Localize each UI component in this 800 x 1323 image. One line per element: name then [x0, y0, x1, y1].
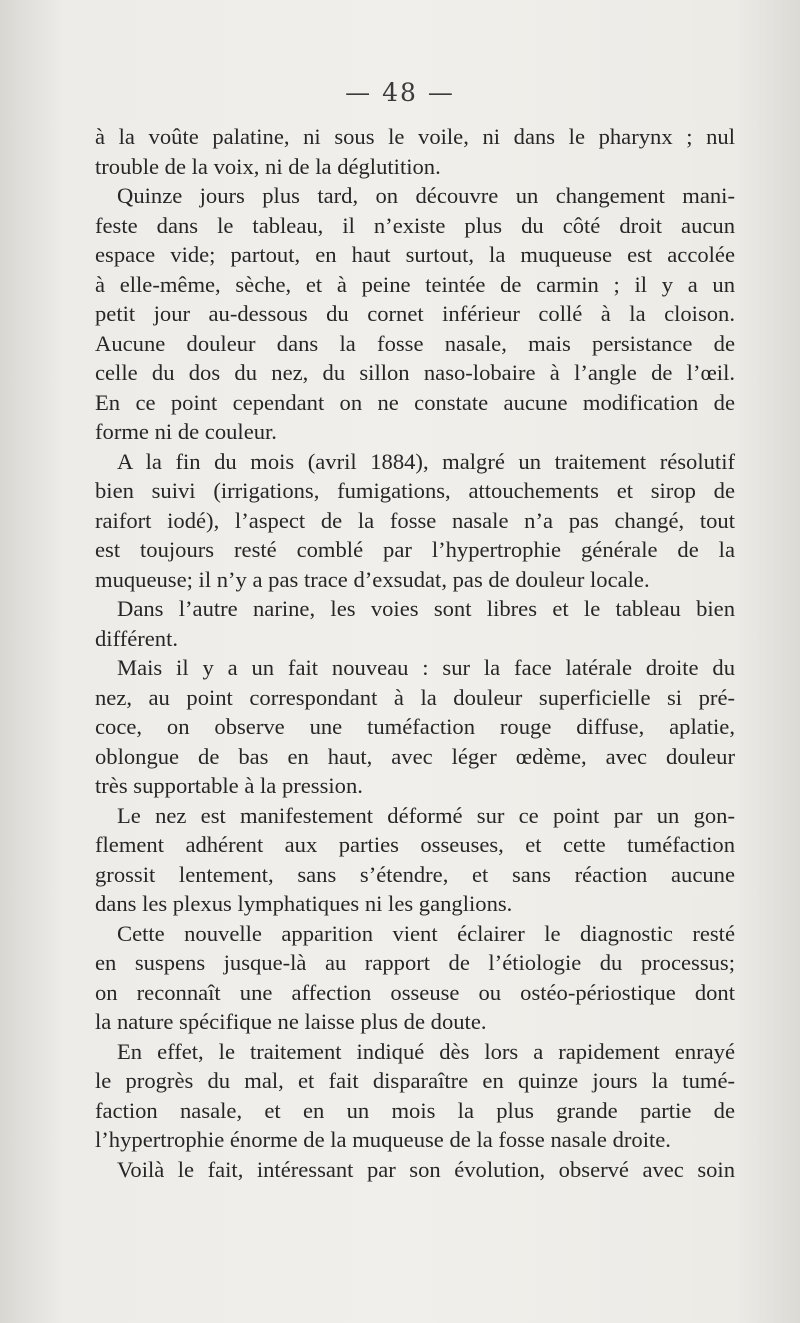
- text-line: l’hypertrophie énorme de la muqueuse de la fosse nasale droite.: [95, 1127, 671, 1152]
- text-line: flement adhérent aux parties osseuses, et cette tuméfaction: [95, 832, 735, 857]
- text-line: petit jour au-dessous du cornet inférieur collé à la cloison.: [95, 301, 735, 326]
- text-line: Aucune douleur dans la fosse nasale, mais persistance de: [95, 330, 735, 356]
- paragraph: [95, 122, 735, 181]
- text-line: forme ni de couleur.: [95, 419, 277, 444]
- paragraph: [95, 919, 735, 1037]
- text-line: en suspens jusque-là au rapport de l’étiologie du processus;: [95, 950, 735, 975]
- paragraph: [95, 594, 735, 653]
- text-line: à elle-même, sèche, et à peine teintée de carmin ; il y a un: [95, 271, 735, 297]
- text-line: coce, on observe une tuméfaction rouge diffuse, aplatie,: [95, 714, 735, 739]
- text-line: espace vide; partout, en haut surtout, la muqueuse est accolée: [95, 242, 735, 267]
- text-line: muqueuse; il n’y a pas trace d’exsudat, pas de douleur locale.: [95, 566, 650, 592]
- text-line: faction nasale, et en un mois la plus grande partie de: [95, 1097, 735, 1123]
- text-line: Le nez est manifestement déformé sur ce point par un gon-: [117, 802, 735, 828]
- text-line: Quinze jours plus tard, on découvre un changement mani-: [117, 183, 735, 208]
- text-line: Voilà le fait, intéressant par son évolution, observé avec soin: [117, 1156, 735, 1182]
- text-line: le progrès du mal, et fait disparaître en quinze jours la tumé-: [95, 1068, 735, 1093]
- text-line: à la voûte palatine, ni sous le voile, ni dans le pharynx ; nul: [95, 124, 735, 149]
- text-line: oblongue de bas en haut, avec léger œdème, avec douleur: [95, 743, 735, 769]
- text-line: dans les plexus lymphatiques ni les ganglions.: [95, 891, 513, 916]
- text-line: grossit lentement, sans s’étendre, et sans réaction aucune: [95, 861, 735, 887]
- text-line: feste dans le tableau, il n’existe plus du côté droit aucun: [95, 212, 735, 238]
- text-line: raifort iodé), l’aspect de la fosse nasale n’a pas changé, tout: [95, 507, 735, 533]
- text-line: différent.: [95, 625, 179, 651]
- text-line: bien suivi (irrigations, fumigations, attouchements et sirop de: [95, 478, 735, 503]
- text-line: nez, au point correspondant à la douleur superficielle si pré-: [95, 684, 735, 710]
- text-line: A la fin du mois (avril 1884), malgré un traitement résolutif: [117, 448, 735, 474]
- page-number: — 48 —: [345, 78, 455, 107]
- text-line: En effet, le traitement indiqué dès lors a rapidement enrayé: [117, 1038, 735, 1064]
- paragraph: [95, 801, 735, 919]
- text-line: on reconnaît une affection osseuse ou ostéo-périostique dont: [95, 979, 735, 1005]
- text-line: très supportable à la pression.: [95, 773, 363, 798]
- paragraph: [95, 1155, 735, 1185]
- text-line: Mais il y a un fait nouveau : sur la face latérale droite du: [117, 655, 735, 680]
- text-line: En ce point cependant on ne constate aucune modification de: [95, 389, 735, 415]
- text-line: celle du dos du nez, du sillon naso-lobaire à l’angle de l’œil.: [95, 360, 735, 385]
- text-line: trouble de la voix, ni de la déglutition.: [95, 153, 441, 179]
- text-line: Dans l’autre narine, les voies sont libres et le tableau bien: [117, 596, 735, 621]
- paragraph: [95, 181, 735, 447]
- body-text: [95, 122, 735, 1184]
- paragraph: [95, 447, 735, 595]
- paragraph: [95, 653, 735, 801]
- text-line: la nature spécifique ne laisse plus de doute.: [95, 1009, 487, 1034]
- paragraph: [95, 1037, 735, 1155]
- text-line: Cette nouvelle apparition vient éclairer le diagnostic resté: [117, 920, 735, 946]
- text-line: est toujours resté comblé par l’hypertrophie générale de la: [95, 537, 735, 562]
